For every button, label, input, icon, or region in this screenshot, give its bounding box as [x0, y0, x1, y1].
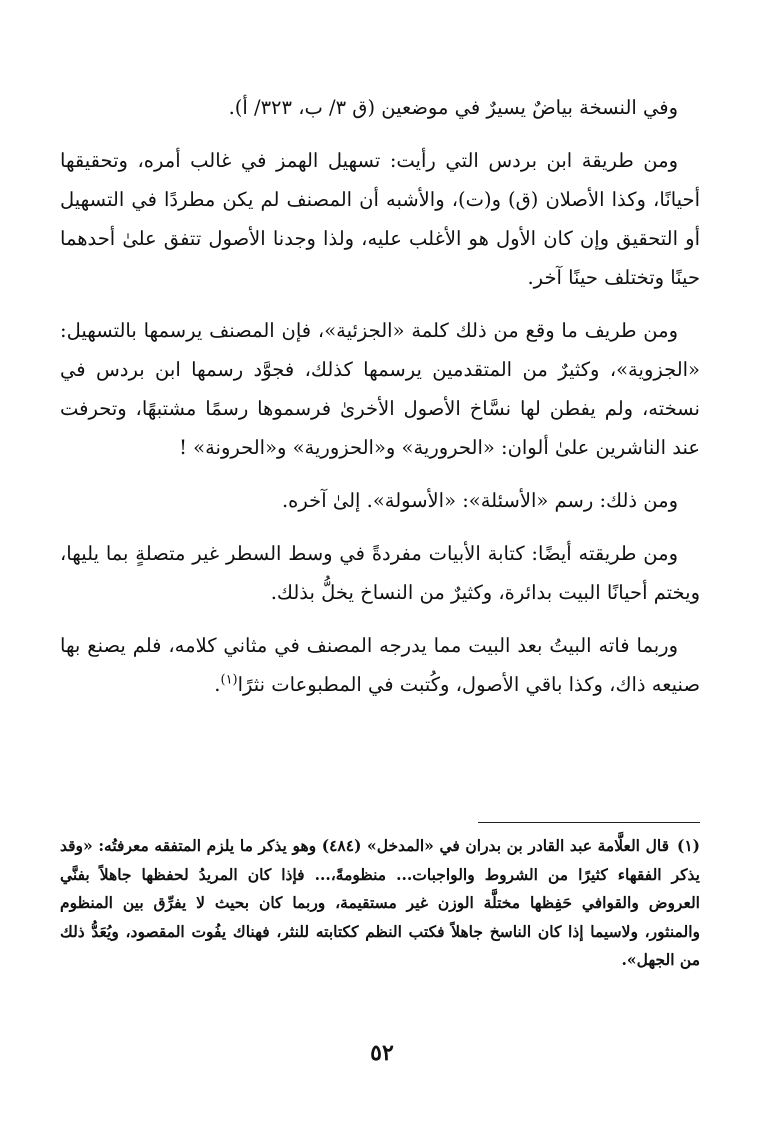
paragraph-ibn-bardas-method: ومن طريقة ابن بردس التي رأيت: تسهيل الهمز في غالب أمره، وتحقيقها أحيانًا، وكذا الأصلان (ق) و(ت)، والأشبه أن المصنف لم يكن مطردًا في التسهيل أو التحقيق وإن كان الأول هو الأغلب عليه، ولذا وجدنا الأصول تتفق علىٰ أحدهما حينًا وتختلف حينًا آخر.: [60, 149, 700, 289]
footnote-text: قال العلَّامة عبد القادر بن بدران في «المدخل» (٤٨٤) وهو يذكر ما يلزم المتفقه معرفتُه: «وقد يذكر الفقهاء كثيرًا من الشروط والواجبات... منظومةً،... فإذا كان المريدُ لحفظها جاهلاً بفنَّي العروض والقوافي حَفِظها مختلَّة الوزن غير مستقيمة، وربما كان بحيث لا يفرِّق بين المنظوم والمنثور، ولاسيما إذا كان الناسخ جاهلاً فكتب النظم ككتابته للنثر، فهناك يفُوت المقصود، ويُعَدُّ ذلك من الجهل».: [60, 836, 700, 969]
paragraph-manuscript-blank: وفي النسخة بياضٌ يسيرٌ في موضعين (ق ٣/ ب، ٣٢٣/ أ).: [228, 96, 678, 119]
main-text: [60, 88, 700, 718]
footnote-divider: [478, 822, 700, 823]
paragraph-verses-prose-text: وربما فاته البيتُ بعد البيت مما يدرجه المصنف في مثاني كلامه، فلم يصنع بها صنيعه ذاك، وكذا باقي الأصول، وكُتبت في المطبوعات نثرًا: [60, 634, 700, 696]
paragraph-juziyya-word: ومن طريف ما وقع من ذلك كلمة «الجزئية»، فإن المصنف يرسمها بالتسهيل: «الجزوية»، وكثيرٌ من المتقدمين يرسمها كذلك، فجوَّد رسمها ابن بردس في نسخته، ولم يفطن لها نسَّاخ الأصول الأخرىٰ فرسموها رسمًا مشتبهًا، وتحرفت عند الناشرين علىٰ ألوان: «الحرورية» و«الحزورية» و«الحرونة» !: [60, 319, 700, 459]
paragraph-verses-layout: ومن طريقته أيضًا: كتابة الأبيات مفردةً في وسط السطر غير متصلةٍ بما يليها، ويختم أحيانًا البيت بدائرة، وكثيرٌ من النساخ يخلُّ بذلك.: [60, 542, 700, 604]
footnote-1: [60, 832, 700, 975]
footnote-number: (١): [676, 836, 700, 855]
footnote-reference[interactable]: (١): [220, 672, 238, 688]
page-number: ٥٢: [370, 1040, 394, 1066]
paragraph-asila-spelling: ومن ذلك: رسم «الأسئلة»: «الأسولة». إلىٰ آخره.: [281, 489, 678, 512]
paragraph-verses-prose: وربما فاته البيتُ بعد البيت مما يدرجه المصنف في مثاني كلامه، فلم يصنع بها صنيعه ذاك، وكذا باقي الأصول، وكُتبت في المطبوعات نثرًا$^{(١)}$.: [60, 634, 700, 696]
footnotes-section: [60, 832, 700, 975]
